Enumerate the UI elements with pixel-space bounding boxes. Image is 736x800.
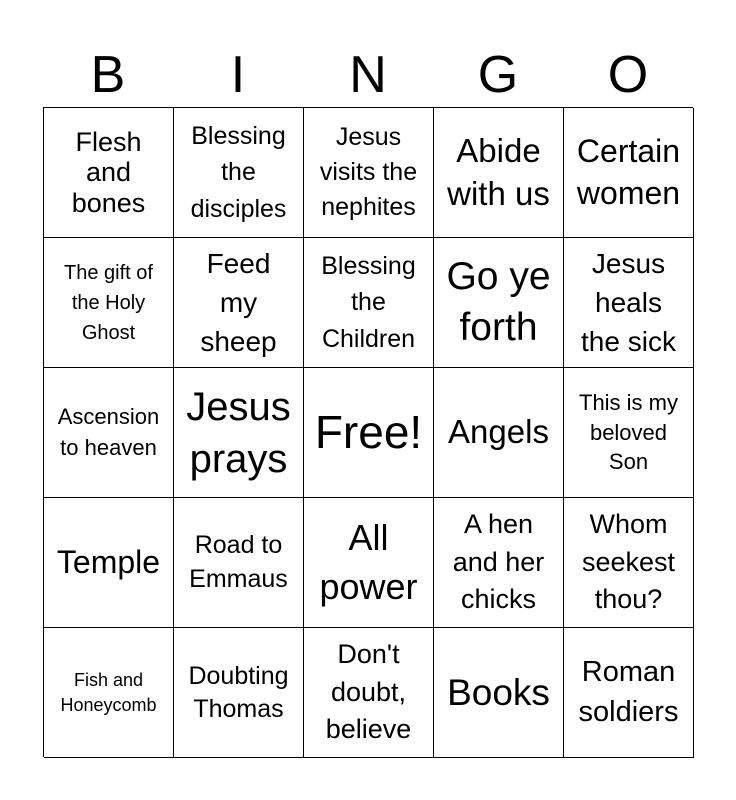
bingo-cell[interactable]	[564, 108, 694, 238]
header-letter-n: N	[349, 46, 387, 104]
bingo-cell[interactable]	[44, 238, 174, 368]
cell-text: Go ye forth	[446, 254, 551, 349]
bingo-cell[interactable]	[174, 238, 304, 368]
cell-text: Whom seekest thou?	[581, 508, 676, 615]
header-letter-i: I	[230, 46, 246, 104]
header-letter-g: G	[477, 46, 519, 104]
cell-text: Don't doubt, believe	[325, 638, 412, 745]
cell-text: The gift of the Holy Ghost	[64, 261, 153, 344]
cell-text: Books	[447, 671, 550, 713]
cell-text: Ascension to heaven	[57, 403, 160, 460]
bingo-board	[43, 107, 693, 757]
cell-text: Jesus prays	[186, 384, 291, 481]
bingo-cell[interactable]	[174, 628, 304, 758]
cell-text: Temple	[56, 543, 161, 580]
cell-text: Certain women	[576, 132, 681, 211]
bingo-cell[interactable]	[434, 368, 564, 498]
bingo-cell[interactable]	[304, 238, 434, 368]
bingo-header	[43, 44, 693, 106]
bingo-cell[interactable]	[44, 368, 174, 498]
cell-text: Blessing the Children	[321, 252, 416, 353]
bingo-cell[interactable]	[44, 498, 174, 628]
cell-text: A hen and her chicks	[452, 508, 545, 615]
bingo-cell[interactable]	[434, 498, 564, 628]
cell-text: Free!	[314, 405, 423, 458]
cell-text: Flesh and bones	[71, 127, 146, 218]
bingo-cell[interactable]	[434, 628, 564, 758]
header-letter-b: B	[90, 46, 126, 104]
cell-text: All power	[319, 516, 418, 607]
cell-text: This is my beloved Son	[579, 389, 678, 475]
cell-text: Fish and Honeycomb	[60, 670, 157, 715]
cell-text: Abide with us	[447, 131, 550, 212]
header-letter-o: O	[607, 46, 649, 104]
bingo-cell[interactable]	[174, 368, 304, 498]
bingo-cell[interactable]	[304, 108, 434, 238]
bingo-cell[interactable]	[434, 108, 564, 238]
bingo-cell[interactable]	[564, 238, 694, 368]
cell-text: Road to Emmaus	[189, 530, 288, 593]
cell-text: Jesus visits the nephites	[319, 123, 418, 221]
bingo-cell[interactable]	[174, 498, 304, 628]
cell-text: Jesus heals the sick	[581, 247, 676, 358]
bingo-cell[interactable]	[304, 628, 434, 758]
bingo-cell[interactable]	[434, 238, 564, 368]
bingo-cell[interactable]	[44, 628, 174, 758]
bingo-cell[interactable]	[44, 108, 174, 238]
bingo-cell[interactable]	[564, 628, 694, 758]
cell-text: Roman soldiers	[578, 656, 679, 728]
bingo-cell[interactable]	[174, 108, 304, 238]
cell-text: Angels	[448, 413, 549, 451]
cell-text: Feed my sheep	[200, 247, 277, 358]
bingo-cell[interactable]	[564, 498, 694, 628]
bingo-cell[interactable]	[304, 368, 434, 498]
cell-text: Doubting Thomas	[188, 662, 289, 723]
cell-text: Blessing the disciples	[190, 122, 287, 223]
bingo-cell[interactable]	[304, 498, 434, 628]
bingo-cell[interactable]	[564, 368, 694, 498]
